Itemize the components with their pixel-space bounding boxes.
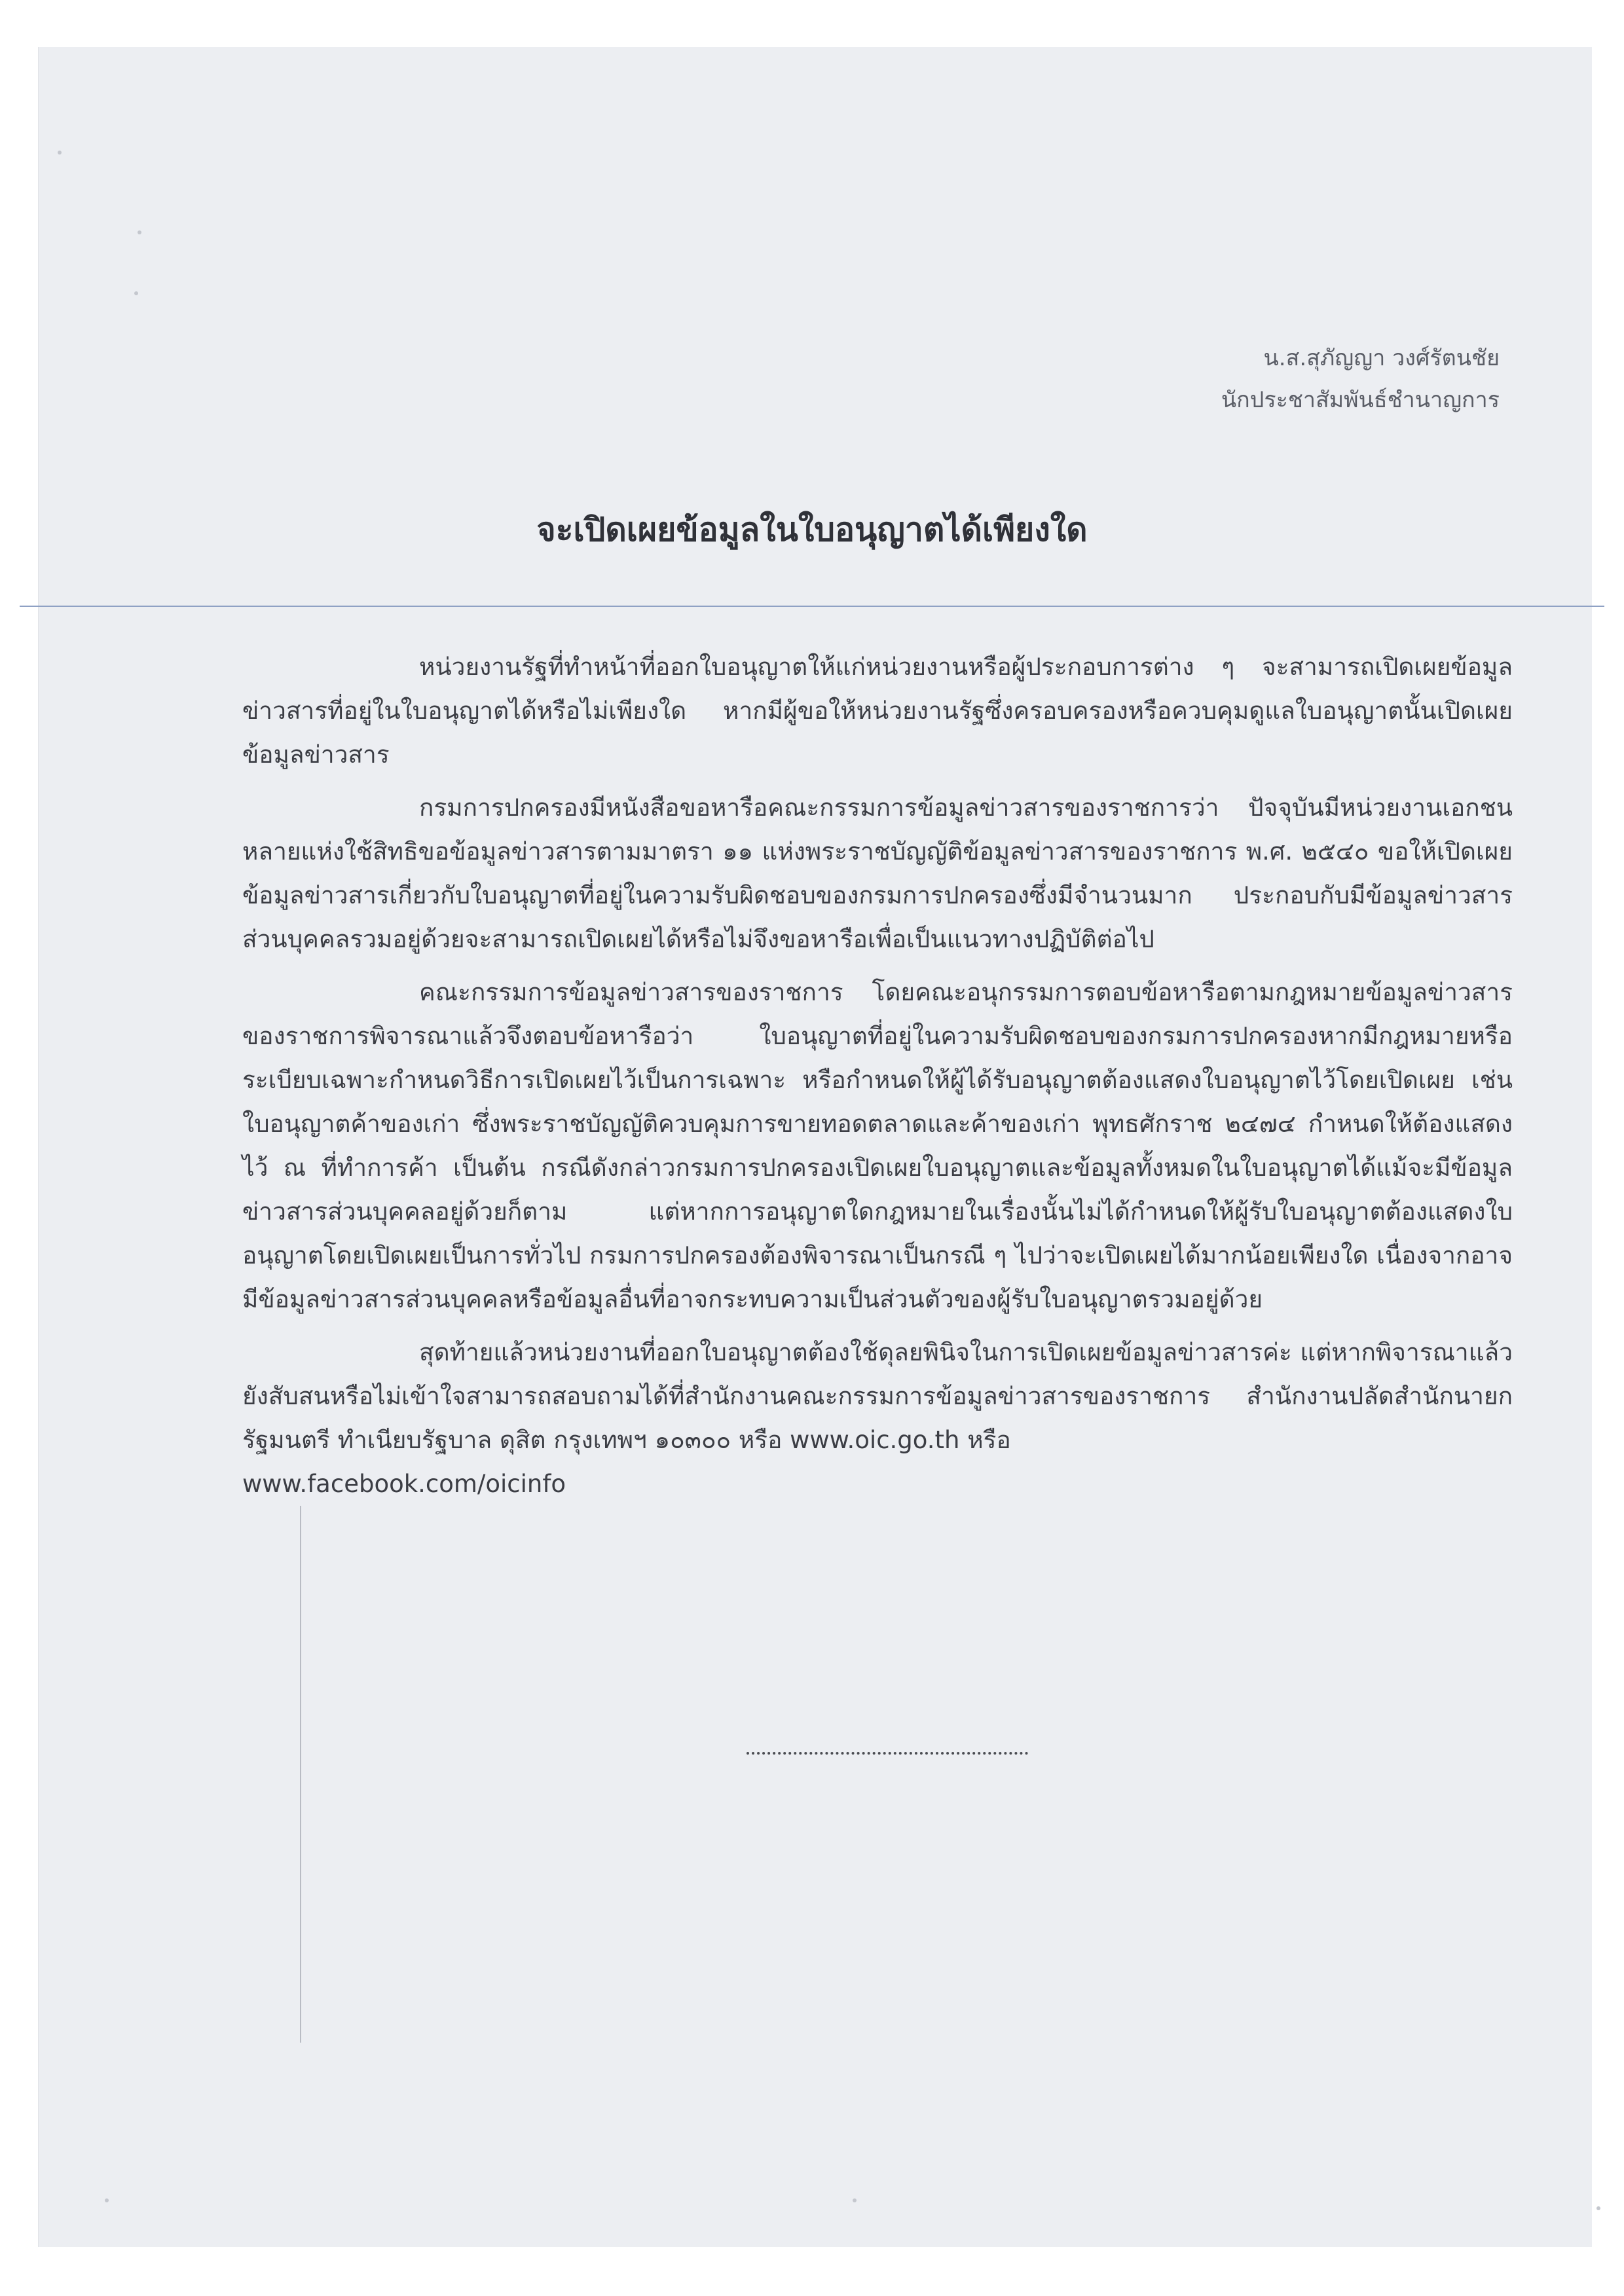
speck xyxy=(58,151,62,155)
scan-artifact-margin-stroke xyxy=(300,1506,301,2043)
end-of-document-rule xyxy=(747,1752,1028,1755)
paragraph-4: สุดท้ายแล้วหน่วยงานที่ออกใบอนุญาตต้องใช้ดุลยพินิจในการเปิดเผยข้อมูลข่าวสารค่ะ แต่หากพิจารณาแล้วยังสับสนหรือไม่เข้าใจสามารถสอบถามได้ที่สำนักงานคณะกรรมการข้อมูลข่าวสารของราชการ สำนักงานปลัดสำนักนายกรัฐมนตรี ทำเนียบรัฐบาล ดุสิต กรุงเทพฯ ๑๐๓๐๐ หรือ www.oic.go.th หรือ xyxy=(242,1338,1513,1454)
speck xyxy=(1596,2206,1600,2210)
paragraph-1: หน่วยงานรัฐที่ทำหน้าที่ออกใบอนุญาตให้แก่หน่วยงานหรือผู้ประกอบการต่าง ๆ จะสามารถเปิดเผยข้อมูลข่าวสารที่อยู่ในใบอนุญาตได้หรือไม่เพียงใด หากมีผู้ขอให้หน่วยงานรัฐซึ่งครอบครองหรือควบคุมดูแลใบอนุญาตนั้นเปิดเผยข้อมูลข่าวสาร xyxy=(242,653,1513,769)
scan-artifact-line xyxy=(20,606,1604,607)
document-body xyxy=(242,645,1513,1515)
paragraph-3: คณะกรรมการข้อมูลข่าวสารของราชการ โดยคณะอนุกรรมการตอบข้อหารือตามกฎหมายข้อมูลข่าวสารของราชการพิจารณาแล้วจึงตอบข้อหารือว่า ใบอนุญาตที่อยู่ในความรับผิดชอบของกรมการปกครองหากมีกฎหมายหรือระเบียบเฉพาะกำหนดวิธีการเปิดเผยไว้เป็นการเฉพาะ หรือกำหนดให้ผู้ได้รับอนุญาตต้องแสดงใบอนุญาตไว้โดยเปิดเผย เช่น ใบอนุญาตค้าของเก่า ซึ่งพระราชบัญญัติควบคุมการขายทอดตลาดและค้าของเก่า พุทธศักราช ๒๔๗๔ กำหนดให้ต้องแสดงไว้ ณ ที่ทำการค้า เป็นต้น กรณีดังกล่าวกรมการปกครองเปิดเผยใบอนุญาตและข้อมูลทั้งหมดในใบอนุญาตได้แม้จะมีข้อมูลข่าวสารส่วนบุคคลอยู่ด้วยก็ตาม แต่หากการอนุญาตใดกฎหมายในเรื่องนั้นไม่ได้กำหนดให้ผู้รับใบอนุญาตต้องแสดงใบอนุญาตโดยเปิดเผยเป็นการทั่วไป กรมการปกครองต้องพิจารณาเป็นกรณี ๆ ไปว่าจะเปิดเผยได้มากน้อยเพียงใด เนื่องจากอาจมีข้อมูลข่าวสารส่วนบุคคลหรือข้อมูลอื่นที่อาจกระทบความเป็นส่วนตัวของผู้รับใบอนุญาตรวมอยู่ด้วย xyxy=(242,978,1513,1313)
speck xyxy=(134,291,138,295)
document-title: จะเปิดเผยข้อมูลในใบอนุญาตได้เพียงใด xyxy=(536,511,1088,549)
speck xyxy=(853,2198,857,2202)
author-name: น.ส.สุภัญญา วงศ์รัตนชัย xyxy=(1263,345,1500,371)
paragraph-2: กรมการปกครองมีหนังสือขอหารือคณะกรรมการข้อมูลข่าวสารของราชการว่า ปัจจุบันมีหน่วยงานเอกชนหลายแห่งใช้สิทธิขอข้อมูลข่าวสารตามมาตรา ๑๑ แห่งพระราชบัญญัติข้อมูลข่าวสารของราชการ พ.ศ. ๒๕๔๐ ขอให้เปิดเผยข้อมูลข่าวสารเกี่ยวกับใบอนุญาตที่อยู่ในความรับผิดชอบของกรมการปกครองซึ่งมีจำนวนมาก ประกอบกับมีข้อมูลข่าวสารส่วนบุคคลรวมอยู่ด้วยจะสามารถเปิดเผยได้หรือไม่จึงขอหารือเพื่อเป็นแนวทางปฏิบัติต่อไป xyxy=(242,793,1513,953)
author-block xyxy=(1221,337,1500,421)
facebook-link: www.facebook.com/oicinfo xyxy=(242,1470,566,1498)
speck xyxy=(138,230,141,234)
author-position: นักประชาสัมพันธ์ชำนาญการ xyxy=(1221,387,1500,413)
speck xyxy=(105,2198,109,2202)
